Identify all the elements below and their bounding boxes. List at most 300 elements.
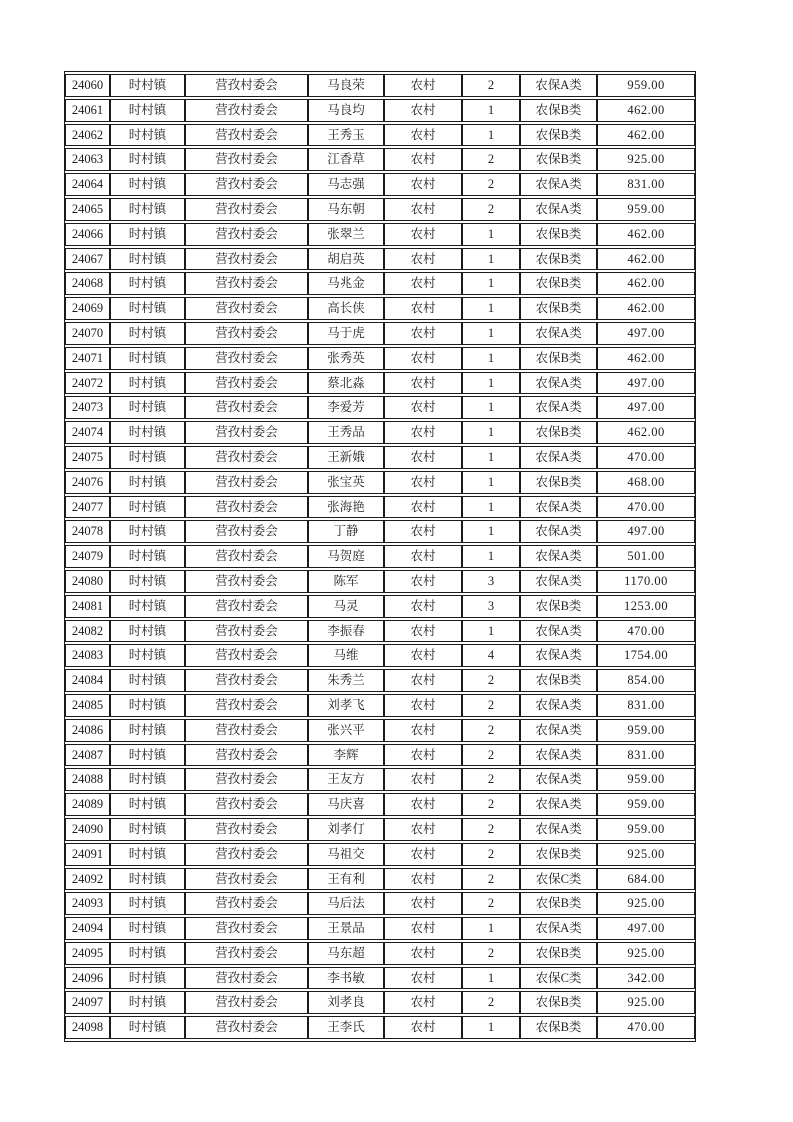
cell-town: 时村镇	[110, 248, 185, 271]
cell-village-committee: 营孜村委会	[185, 322, 308, 345]
cell-residence-type: 农村	[384, 868, 462, 891]
cell-town: 时村镇	[110, 471, 185, 494]
cell-insurance-category: 农保A类	[520, 173, 597, 196]
cell-record-id: 24078	[65, 520, 110, 543]
table-row	[65, 917, 695, 940]
cell-insurance-category: 农保B类	[520, 595, 597, 618]
cell-person-name: 马庆喜	[308, 793, 384, 816]
cell-residence-type: 农村	[384, 669, 462, 692]
cell-person-name: 朱秀兰	[308, 669, 384, 692]
cell-town: 时村镇	[110, 421, 185, 444]
cell-amount: 925.00	[597, 892, 695, 915]
cell-record-id: 24094	[65, 917, 110, 940]
cell-residence-type: 农村	[384, 124, 462, 147]
cell-amount: 462.00	[597, 124, 695, 147]
cell-town: 时村镇	[110, 793, 185, 816]
table-row	[65, 793, 695, 816]
cell-person-count: 2	[462, 694, 520, 717]
cell-town: 时村镇	[110, 446, 185, 469]
cell-amount: 462.00	[597, 99, 695, 122]
cell-insurance-category: 农保B类	[520, 347, 597, 370]
cell-insurance-category: 农保B类	[520, 1016, 597, 1039]
cell-record-id: 24085	[65, 694, 110, 717]
cell-insurance-category: 农保A类	[520, 372, 597, 395]
cell-town: 时村镇	[110, 570, 185, 593]
cell-residence-type: 农村	[384, 644, 462, 667]
cell-residence-type: 农村	[384, 570, 462, 593]
cell-insurance-category: 农保B类	[520, 843, 597, 866]
cell-insurance-category: 农保B类	[520, 272, 597, 295]
cell-village-committee: 营孜村委会	[185, 620, 308, 643]
cell-record-id: 24087	[65, 744, 110, 767]
cell-town: 时村镇	[110, 669, 185, 692]
table-row	[65, 396, 695, 419]
table-row	[65, 173, 695, 196]
cell-town: 时村镇	[110, 148, 185, 171]
cell-record-id: 24066	[65, 223, 110, 246]
table-row	[65, 991, 695, 1014]
cell-village-committee: 营孜村委会	[185, 991, 308, 1014]
cell-person-count: 1	[462, 297, 520, 320]
cell-insurance-category: 农保B类	[520, 421, 597, 444]
cell-amount: 462.00	[597, 248, 695, 271]
cell-person-name: 马维	[308, 644, 384, 667]
cell-village-committee: 营孜村委会	[185, 496, 308, 519]
cell-person-name: 马东超	[308, 942, 384, 965]
cell-person-count: 2	[462, 719, 520, 742]
cell-residence-type: 农村	[384, 520, 462, 543]
cell-town: 时村镇	[110, 198, 185, 221]
cell-town: 时村镇	[110, 991, 185, 1014]
cell-residence-type: 农村	[384, 768, 462, 791]
cell-person-name: 李振春	[308, 620, 384, 643]
cell-amount: 470.00	[597, 620, 695, 643]
cell-insurance-category: 农保A类	[520, 446, 597, 469]
cell-insurance-category: 农保A类	[520, 793, 597, 816]
cell-amount: 462.00	[597, 223, 695, 246]
cell-town: 时村镇	[110, 520, 185, 543]
table-row	[65, 644, 695, 667]
cell-record-id: 24079	[65, 545, 110, 568]
cell-village-committee: 营孜村委会	[185, 297, 308, 320]
cell-insurance-category: 农保A类	[520, 768, 597, 791]
cell-insurance-category: 农保A类	[520, 694, 597, 717]
cell-record-id: 24071	[65, 347, 110, 370]
cell-amount: 1754.00	[597, 644, 695, 667]
cell-insurance-category: 农保A类	[520, 719, 597, 742]
cell-residence-type: 农村	[384, 744, 462, 767]
cell-record-id: 24070	[65, 322, 110, 345]
cell-person-count: 1	[462, 248, 520, 271]
cell-village-committee: 营孜村委会	[185, 1016, 308, 1039]
cell-town: 时村镇	[110, 719, 185, 742]
cell-village-committee: 营孜村委会	[185, 396, 308, 419]
cell-person-name: 马于虎	[308, 322, 384, 345]
cell-residence-type: 农村	[384, 372, 462, 395]
cell-record-id: 24086	[65, 719, 110, 742]
cell-village-committee: 营孜村委会	[185, 967, 308, 990]
cell-person-name: 王秀玉	[308, 124, 384, 147]
cell-record-id: 24096	[65, 967, 110, 990]
cell-person-count: 1	[462, 322, 520, 345]
cell-record-id: 24065	[65, 198, 110, 221]
table-row	[65, 520, 695, 543]
cell-person-count: 1	[462, 520, 520, 543]
cell-amount: 1170.00	[597, 570, 695, 593]
cell-amount: 831.00	[597, 173, 695, 196]
cell-insurance-category: 农保A类	[520, 917, 597, 940]
cell-record-id: 24083	[65, 644, 110, 667]
cell-village-committee: 营孜村委会	[185, 347, 308, 370]
cell-person-count: 2	[462, 818, 520, 841]
cell-town: 时村镇	[110, 322, 185, 345]
cell-insurance-category: 农保B类	[520, 223, 597, 246]
cell-village-committee: 营孜村委会	[185, 892, 308, 915]
cell-person-name: 王李氏	[308, 1016, 384, 1039]
cell-village-committee: 营孜村委会	[185, 124, 308, 147]
cell-amount: 854.00	[597, 669, 695, 692]
cell-person-count: 2	[462, 74, 520, 97]
cell-village-committee: 营孜村委会	[185, 744, 308, 767]
cell-village-committee: 营孜村委会	[185, 818, 308, 841]
cell-village-committee: 营孜村委会	[185, 644, 308, 667]
table-row	[65, 1016, 695, 1039]
cell-insurance-category: 农保B类	[520, 248, 597, 271]
cell-record-id: 24093	[65, 892, 110, 915]
cell-person-name: 王景品	[308, 917, 384, 940]
cell-village-committee: 营孜村委会	[185, 942, 308, 965]
cell-person-count: 1	[462, 545, 520, 568]
table-row	[65, 223, 695, 246]
cell-record-id: 24068	[65, 272, 110, 295]
cell-residence-type: 农村	[384, 99, 462, 122]
cell-town: 时村镇	[110, 942, 185, 965]
cell-residence-type: 农村	[384, 991, 462, 1014]
cell-person-name: 马贺庭	[308, 545, 384, 568]
table-row	[65, 843, 695, 866]
cell-residence-type: 农村	[384, 892, 462, 915]
cell-person-name: 马兆金	[308, 272, 384, 295]
cell-amount: 462.00	[597, 272, 695, 295]
table-row	[65, 471, 695, 494]
cell-village-committee: 营孜村委会	[185, 223, 308, 246]
table-row	[65, 372, 695, 395]
cell-record-id: 24069	[65, 297, 110, 320]
cell-insurance-category: 农保B类	[520, 99, 597, 122]
cell-person-name: 高长侠	[308, 297, 384, 320]
cell-record-id: 24080	[65, 570, 110, 593]
cell-person-name: 张翠兰	[308, 223, 384, 246]
cell-town: 时村镇	[110, 744, 185, 767]
cell-town: 时村镇	[110, 644, 185, 667]
cell-town: 时村镇	[110, 124, 185, 147]
cell-town: 时村镇	[110, 818, 185, 841]
cell-town: 时村镇	[110, 595, 185, 618]
table-row	[65, 248, 695, 271]
cell-person-count: 2	[462, 843, 520, 866]
cell-village-committee: 营孜村委会	[185, 74, 308, 97]
cell-town: 时村镇	[110, 967, 185, 990]
cell-residence-type: 农村	[384, 818, 462, 841]
cell-amount: 497.00	[597, 520, 695, 543]
cell-residence-type: 农村	[384, 272, 462, 295]
cell-village-committee: 营孜村委会	[185, 719, 308, 742]
cell-amount: 959.00	[597, 198, 695, 221]
cell-record-id: 24073	[65, 396, 110, 419]
cell-village-committee: 营孜村委会	[185, 595, 308, 618]
cell-person-count: 4	[462, 644, 520, 667]
cell-record-id: 24084	[65, 669, 110, 692]
cell-residence-type: 农村	[384, 173, 462, 196]
cell-person-count: 2	[462, 768, 520, 791]
table-row	[65, 322, 695, 345]
cell-village-committee: 营孜村委会	[185, 471, 308, 494]
cell-town: 时村镇	[110, 347, 185, 370]
cell-village-committee: 营孜村委会	[185, 446, 308, 469]
cell-town: 时村镇	[110, 768, 185, 791]
table-row	[65, 148, 695, 171]
cell-town: 时村镇	[110, 272, 185, 295]
cell-record-id: 24061	[65, 99, 110, 122]
cell-insurance-category: 农保C类	[520, 967, 597, 990]
cell-insurance-category: 农保A类	[520, 322, 597, 345]
cell-insurance-category: 农保A类	[520, 520, 597, 543]
cell-person-name: 马灵	[308, 595, 384, 618]
cell-person-name: 王新娥	[308, 446, 384, 469]
cell-insurance-category: 农保B类	[520, 892, 597, 915]
cell-person-name: 刘孝仃	[308, 818, 384, 841]
cell-residence-type: 农村	[384, 148, 462, 171]
cell-person-name: 丁静	[308, 520, 384, 543]
cell-record-id: 24072	[65, 372, 110, 395]
cell-person-count: 2	[462, 148, 520, 171]
cell-insurance-category: 农保B类	[520, 942, 597, 965]
cell-person-count: 1	[462, 496, 520, 519]
cell-residence-type: 农村	[384, 595, 462, 618]
cell-residence-type: 农村	[384, 1016, 462, 1039]
cell-person-name: 马良荣	[308, 74, 384, 97]
cell-insurance-category: 农保A类	[520, 545, 597, 568]
cell-insurance-category: 农保B类	[520, 297, 597, 320]
cell-person-count: 2	[462, 793, 520, 816]
cell-village-committee: 营孜村委会	[185, 248, 308, 271]
table-row	[65, 620, 695, 643]
cell-village-committee: 营孜村委会	[185, 917, 308, 940]
cell-amount: 497.00	[597, 396, 695, 419]
table-row	[65, 99, 695, 122]
cell-town: 时村镇	[110, 396, 185, 419]
cell-residence-type: 农村	[384, 793, 462, 816]
cell-person-name: 张宝英	[308, 471, 384, 494]
cell-person-count: 2	[462, 669, 520, 692]
cell-residence-type: 农村	[384, 719, 462, 742]
cell-record-id: 24064	[65, 173, 110, 196]
cell-amount: 462.00	[597, 347, 695, 370]
cell-insurance-category: 农保B类	[520, 148, 597, 171]
table-row	[65, 347, 695, 370]
cell-amount: 470.00	[597, 446, 695, 469]
cell-village-committee: 营孜村委会	[185, 843, 308, 866]
cell-town: 时村镇	[110, 694, 185, 717]
cell-residence-type: 农村	[384, 446, 462, 469]
cell-record-id: 24089	[65, 793, 110, 816]
cell-insurance-category: 农保A类	[520, 74, 597, 97]
table-row	[65, 892, 695, 915]
cell-amount: 831.00	[597, 744, 695, 767]
cell-person-name: 李书敏	[308, 967, 384, 990]
cell-town: 时村镇	[110, 297, 185, 320]
cell-village-committee: 营孜村委会	[185, 173, 308, 196]
cell-person-count: 1	[462, 421, 520, 444]
cell-person-count: 1	[462, 347, 520, 370]
cell-record-id: 24062	[65, 124, 110, 147]
cell-insurance-category: 农保A类	[520, 396, 597, 419]
cell-village-committee: 营孜村委会	[185, 669, 308, 692]
cell-record-id: 24097	[65, 991, 110, 1014]
table-row	[65, 595, 695, 618]
cell-record-id: 24060	[65, 74, 110, 97]
cell-amount: 925.00	[597, 148, 695, 171]
cell-town: 时村镇	[110, 99, 185, 122]
cell-person-name: 马后法	[308, 892, 384, 915]
cell-insurance-category: 农保A类	[520, 496, 597, 519]
cell-record-id: 24063	[65, 148, 110, 171]
cell-person-name: 刘孝良	[308, 991, 384, 1014]
cell-town: 时村镇	[110, 620, 185, 643]
cell-town: 时村镇	[110, 868, 185, 891]
cell-amount: 684.00	[597, 868, 695, 891]
cell-residence-type: 农村	[384, 545, 462, 568]
table-row	[65, 272, 695, 295]
table-row	[65, 570, 695, 593]
cell-person-count: 3	[462, 570, 520, 593]
cell-person-name: 江香草	[308, 148, 384, 171]
cell-village-committee: 营孜村委会	[185, 868, 308, 891]
cell-record-id: 24077	[65, 496, 110, 519]
benefit-roster-table	[64, 71, 696, 1042]
cell-insurance-category: 农保C类	[520, 868, 597, 891]
cell-residence-type: 农村	[384, 223, 462, 246]
cell-person-name: 马东朝	[308, 198, 384, 221]
cell-village-committee: 营孜村委会	[185, 694, 308, 717]
cell-person-name: 王友方	[308, 768, 384, 791]
cell-person-name: 刘孝飞	[308, 694, 384, 717]
cell-person-count: 1	[462, 396, 520, 419]
table-row	[65, 942, 695, 965]
cell-residence-type: 农村	[384, 694, 462, 717]
table-row	[65, 694, 695, 717]
cell-village-committee: 营孜村委会	[185, 421, 308, 444]
cell-insurance-category: 农保A类	[520, 570, 597, 593]
cell-residence-type: 农村	[384, 248, 462, 271]
cell-town: 时村镇	[110, 892, 185, 915]
cell-insurance-category: 农保A类	[520, 818, 597, 841]
cell-person-count: 1	[462, 471, 520, 494]
cell-record-id: 24076	[65, 471, 110, 494]
cell-person-count: 1	[462, 99, 520, 122]
cell-residence-type: 农村	[384, 74, 462, 97]
cell-amount: 959.00	[597, 818, 695, 841]
cell-amount: 342.00	[597, 967, 695, 990]
cell-person-name: 马志强	[308, 173, 384, 196]
cell-person-name: 马祖交	[308, 843, 384, 866]
cell-record-id: 24075	[65, 446, 110, 469]
cell-person-count: 1	[462, 124, 520, 147]
cell-insurance-category: 农保A类	[520, 744, 597, 767]
cell-amount: 497.00	[597, 917, 695, 940]
table-row	[65, 719, 695, 742]
cell-town: 时村镇	[110, 545, 185, 568]
table-row	[65, 74, 695, 97]
cell-record-id: 24090	[65, 818, 110, 841]
table-row	[65, 545, 695, 568]
cell-residence-type: 农村	[384, 471, 462, 494]
cell-residence-type: 农村	[384, 347, 462, 370]
cell-village-committee: 营孜村委会	[185, 793, 308, 816]
roster-body	[65, 74, 695, 1039]
cell-town: 时村镇	[110, 372, 185, 395]
table-row	[65, 297, 695, 320]
cell-insurance-category: 农保A类	[520, 198, 597, 221]
cell-person-count: 2	[462, 991, 520, 1014]
cell-town: 时村镇	[110, 917, 185, 940]
cell-amount: 925.00	[597, 942, 695, 965]
cell-person-name: 王秀品	[308, 421, 384, 444]
cell-record-id: 24092	[65, 868, 110, 891]
cell-person-count: 2	[462, 173, 520, 196]
cell-person-name: 李爱芳	[308, 396, 384, 419]
cell-amount: 497.00	[597, 322, 695, 345]
cell-village-committee: 营孜村委会	[185, 148, 308, 171]
cell-insurance-category: 农保B类	[520, 669, 597, 692]
cell-record-id: 24074	[65, 421, 110, 444]
table-row	[65, 496, 695, 519]
cell-residence-type: 农村	[384, 942, 462, 965]
cell-residence-type: 农村	[384, 198, 462, 221]
cell-person-count: 1	[462, 917, 520, 940]
cell-village-committee: 营孜村委会	[185, 198, 308, 221]
cell-person-count: 1	[462, 967, 520, 990]
cell-record-id: 24067	[65, 248, 110, 271]
cell-insurance-category: 农保B类	[520, 991, 597, 1014]
cell-record-id: 24082	[65, 620, 110, 643]
cell-residence-type: 农村	[384, 917, 462, 940]
cell-village-committee: 营孜村委会	[185, 99, 308, 122]
table-row	[65, 967, 695, 990]
cell-town: 时村镇	[110, 74, 185, 97]
cell-amount: 497.00	[597, 372, 695, 395]
cell-person-name: 张秀英	[308, 347, 384, 370]
cell-person-count: 1	[462, 1016, 520, 1039]
cell-town: 时村镇	[110, 843, 185, 866]
cell-insurance-category: 农保B类	[520, 471, 597, 494]
cell-residence-type: 农村	[384, 297, 462, 320]
table-row	[65, 818, 695, 841]
cell-amount: 959.00	[597, 768, 695, 791]
cell-village-committee: 营孜村委会	[185, 372, 308, 395]
table-row	[65, 868, 695, 891]
cell-village-committee: 营孜村委会	[185, 272, 308, 295]
cell-record-id: 24081	[65, 595, 110, 618]
cell-village-committee: 营孜村委会	[185, 570, 308, 593]
cell-person-count: 2	[462, 744, 520, 767]
cell-amount: 959.00	[597, 719, 695, 742]
cell-residence-type: 农村	[384, 496, 462, 519]
cell-amount: 468.00	[597, 471, 695, 494]
cell-amount: 959.00	[597, 74, 695, 97]
cell-village-committee: 营孜村委会	[185, 768, 308, 791]
cell-person-name: 张海艳	[308, 496, 384, 519]
